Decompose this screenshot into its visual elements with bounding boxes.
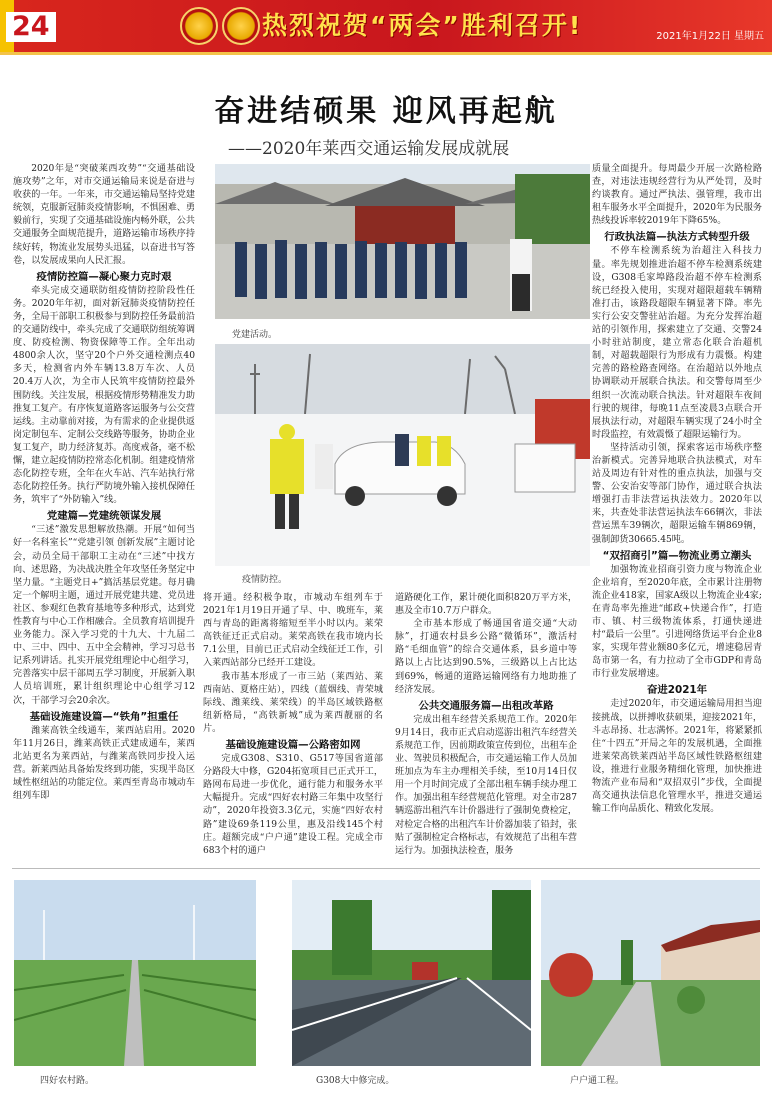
paragraph: 2020年是“突破莱西攻势”“交通基础设施攻势”之年，对市交通运输局来说是奋进与收获的一年。一年来，市交通运输局坚持党建统领，克服新冠肺炎疫情影响，不惧困难、勇毅前行，实现了交通基础设施内畅外联，公共交通服务全面规范提升，道路运输市场秩序持续好转，物流业发展势头迅猛，以奋进书写答卷，以发展成果向人民汇报。 (13, 164, 195, 266)
photo-caption: 四好农村路。 (40, 1076, 95, 1086)
paragraph: 潍莱高铁全线通车，莱西站启用。2020年11月26日，潍莱高铁正式建成通车，莱西北站更名为莱西站，与潍莱高铁同步投入运营。新莱西站具备始发终到功能，实现半岛区域性枢纽站的功能定位。莱西至青岛市城动车组列车即 (13, 725, 195, 802)
photo-g308-road (292, 880, 531, 1066)
banner-title: 热烈祝贺“两会”胜利召开! (262, 11, 583, 40)
paragraph: “三述”激发思想解放热潮。开展“如何当好一名科室长”“党建引领 创新发展”主题讨论会，动员全局干部职工主动在“三述”中找方向、述思路，为决战决胜全年攻坚任务坚定中坚力量。“主题党日+”搞活基层党建。每月确定一个解明主题，通过开展党建共建、党员进社区、参观红色教育基地等多种形式，达到党性教育与中心工作相融合。全员教育培训提升业务能力。深入学习党的十九大、十九届二中、三中、四中、五中全会精神，学习习总书记系列讲话。扎实开展党组理论中心组学习，完善落实中层干部周五学习制度，开展新入职人员培训班，累计组织理论中心组学习12次，干部学习会20余次。 (13, 525, 195, 706)
paragraph: 质量全面提升。每周最少开展一次路检路查，对违法违规经营行为从严处罚，及时约谈教育。通过严执法、强管理，我市出租车服务水平全面提升，2020年为民服务热线投诉率较2019年下降65%。 (592, 164, 762, 227)
photo-epidemic-control (215, 344, 590, 566)
photo-party-activity (215, 164, 590, 319)
section-heading-enforcement: 行政执法篇—执法方式转型升级 (604, 231, 750, 244)
page-number: 24 (6, 12, 56, 42)
paragraph: 我市基本形成了一市三站（莱西站、莱西南站、夏格庄站），四线（蓝烟线、青荣城际线、潍莱线、莱荣线）的半岛区域铁路枢纽新格局，“高铁新城”成为莱西靓丽的名片。 (203, 671, 383, 734)
section-heading-railway: 基础设施建设篇—“铁角”担重任 (29, 710, 179, 723)
paragraph: 完成G308、S310、G517等国省道部分路段大中修，G204拓宽项目已正式开工，路网布局进一步优化，通行能力和服务水平大幅提升。完成“四好农村路三年集中攻坚行动”，2020年投资3.3亿元，实施“四好农村路”建设69条119公里，惠及沿线145个村庄。超额完成“户户通”建设工程。完成全市683个村的通户 (203, 754, 383, 856)
section-heading-taxi: 公共交通服务篇—出租改革路 (418, 699, 554, 712)
article-subtitle: ——2020年莱西交通运输发展成就展 (228, 139, 510, 159)
paragraph: 将开通。经积极争取，市城动车组列车于2021年1月19日开通了早、中、晚班车，莱西与青岛的距离将缩短至半小时以内。莱荣高铁征迁正式启动。莱荣高铁在我市境内长7.1公里，目前已正式启动全线征迁工作，引入莱西站部分已经开工建设。 (203, 593, 383, 669)
section-heading-highway: 基础设施建设篇—公路密如网 (225, 739, 361, 752)
photo-rural-road (14, 880, 256, 1066)
paragraph: 全市基本形成了畅通国省道交通“大动脉”，打通农村县乡公路“微循环”，激活村路“毛细血管”的综合交通体系，县乡道中等路以上占比达到90.5%，三级路以上占比达到69%，畅通的道路运输网络有力地助推了经济发展。 (395, 619, 577, 695)
section-heading-2021: 奋进2021年 (646, 684, 708, 697)
photo-caption: 户户通工程。 (570, 1076, 625, 1086)
column-4 (592, 163, 762, 863)
divider (12, 868, 760, 869)
paragraph: 走过2020年，市交通运输局用担当迎接挑战，以拼搏收获硕果，迎接2021年，斗志昂扬、壮志满怀。2021年，将紧紧抓住“十四五”开局之年的发展机遇，全面推进莱荣高铁莱西站半岛区域性铁路枢纽建设，推进行业服务精细化管理，加快推进物流产业布局和“双招双引”步伐，全面提高交通执法信息化管理水平，推进交通运输工作向品质化、精致化发展。 (592, 699, 762, 815)
paragraph: 道路硬化工作，累计硬化面积820万平方米，惠及全市10.7万户群众。 (395, 593, 577, 617)
issue-date: 2021年1月22日 星期五 (656, 31, 764, 42)
header-rule (0, 52, 772, 55)
section-heading-epidemic: 疫情防控篇—凝心聚力克时艰 (36, 270, 172, 283)
paragraph: 完成出租车经营关系规范工作。2020年9月14日，我市正式启动巡游出租汽车经营关系规范工作，因前期政策宣传到位，出租车企业、驾驶员积极配合，市交通运输工作人员加班加点为车主办理相关手续，至10月14日仅用一个月时间完成了全部出租车辆手续办理工作。加强出租车经营规范化管理。对全市287辆巡游出租汽车计价器进行了强制免费检定，对检定合格的出租汽车计价器加装了铅封，张贴了强制检定合格标志，有效规范了出租车营运行为。加强执法检查，服务 (395, 714, 577, 856)
section-heading-party: 党建篇—党建统领谋发展 (46, 510, 162, 523)
photo-caption: 党建活动。 (232, 330, 278, 340)
column-1 (13, 163, 195, 863)
article-title: 奋进结硕果 迎风再起航 (214, 94, 558, 129)
photo-caption: G308大中修完成。 (316, 1076, 395, 1086)
paragraph: 不停车检测系统为治超注入科技力量。率先规划推进治超不停车检测系统建设，G308毛家埠路段治超不停车检测系统已经投入使用，实现对超限超载车辆精准打击，该路段超限车辆显著下降。率先实行公安交警驻站治超。为充分发挥治超站的引领作用，探索建立了交通、交警24小时驻站制度，建立常态化联合治超机制，对超载超限行为形成有力震慑。构建完善的路检路查网络。在治超站以外地点协调联动开展联合执法。和交警每周至少组织一次流动联合执法。针对超限车夜间行驶的规律，每晚11点至凌晨3点联合开展执法行动，对超限车辆实现了24小时全时段监控，有效震慑了超限运输行为。 (592, 246, 762, 440)
national-emblem-icon (180, 7, 218, 45)
paragraph: 坚持活动引领，探索客运市场秩序整治新模式。完善异地联合执法模式，对车站及周边有针对性的重点执法，加强与交警、公安治安等部门协作，通过联合执法增强打击非法营运执法效力。2020年以来，共查处非法营运执法车66辆次，非法营运黑车39辆次，超限运输车辆869辆，强制卸货30665.45吨。 (592, 442, 762, 545)
header-banner (0, 0, 772, 52)
section-heading-logistics: “双招商引”篇—物流业勇立潮头 (602, 549, 752, 562)
paragraph: 加强物流业招商引资力度与物流企业企业培育，至2020年底，全市累计注册物流企业418家，国家A级以上物流企业4家;在青岛率先推进“邮政+快递合作”，打造市、镇、村三级物流体系，打通快递进村“最后一公里”。引进网络货运平台企业8家，实现年营业额80多亿元，增速稳居青岛市第一名，有力拉动了全市GDP和青岛市行业发展增速。 (592, 564, 762, 680)
photo-caption: 疫情防控。 (242, 575, 288, 585)
paragraph: 牵头完成交通联防组疫情防控阶段性任务。2020年年初，面对新冠肺炎疫情防控任务，全局干部职工积极参与到防控任务最前沿的交通防线中，牵头完成了交通联防组统筹调度、防疫检测、物资保障等工作。全年出动4800余人次，坚守20个户外交通检测点40多天，检测省内外车辆13.8万车次、人员20.4万人次，为全市人民筑牢疫情防控最外围防线。关注发展，根据疫情形势精准发力助推复工复产。有序恢复道路客运服务与公交营运线。主动靠前对接，为有需求的企业提供返岗定制包车、定制公交线路等服务，协助企业复工复产，助力经济复苏。高度戒备，毫不松懈，建立起疫情防控常态化机制。组建疫情常态化防控专班，全年在火车站、汽车站执行常态化防控任务。执行严防境外输入接机保障任务，筑牢了“外防输入”线。 (13, 285, 195, 506)
photo-household-road (541, 880, 760, 1066)
column-2 (203, 592, 383, 864)
column-3 (395, 592, 577, 864)
cppcc-emblem-icon (222, 7, 260, 45)
